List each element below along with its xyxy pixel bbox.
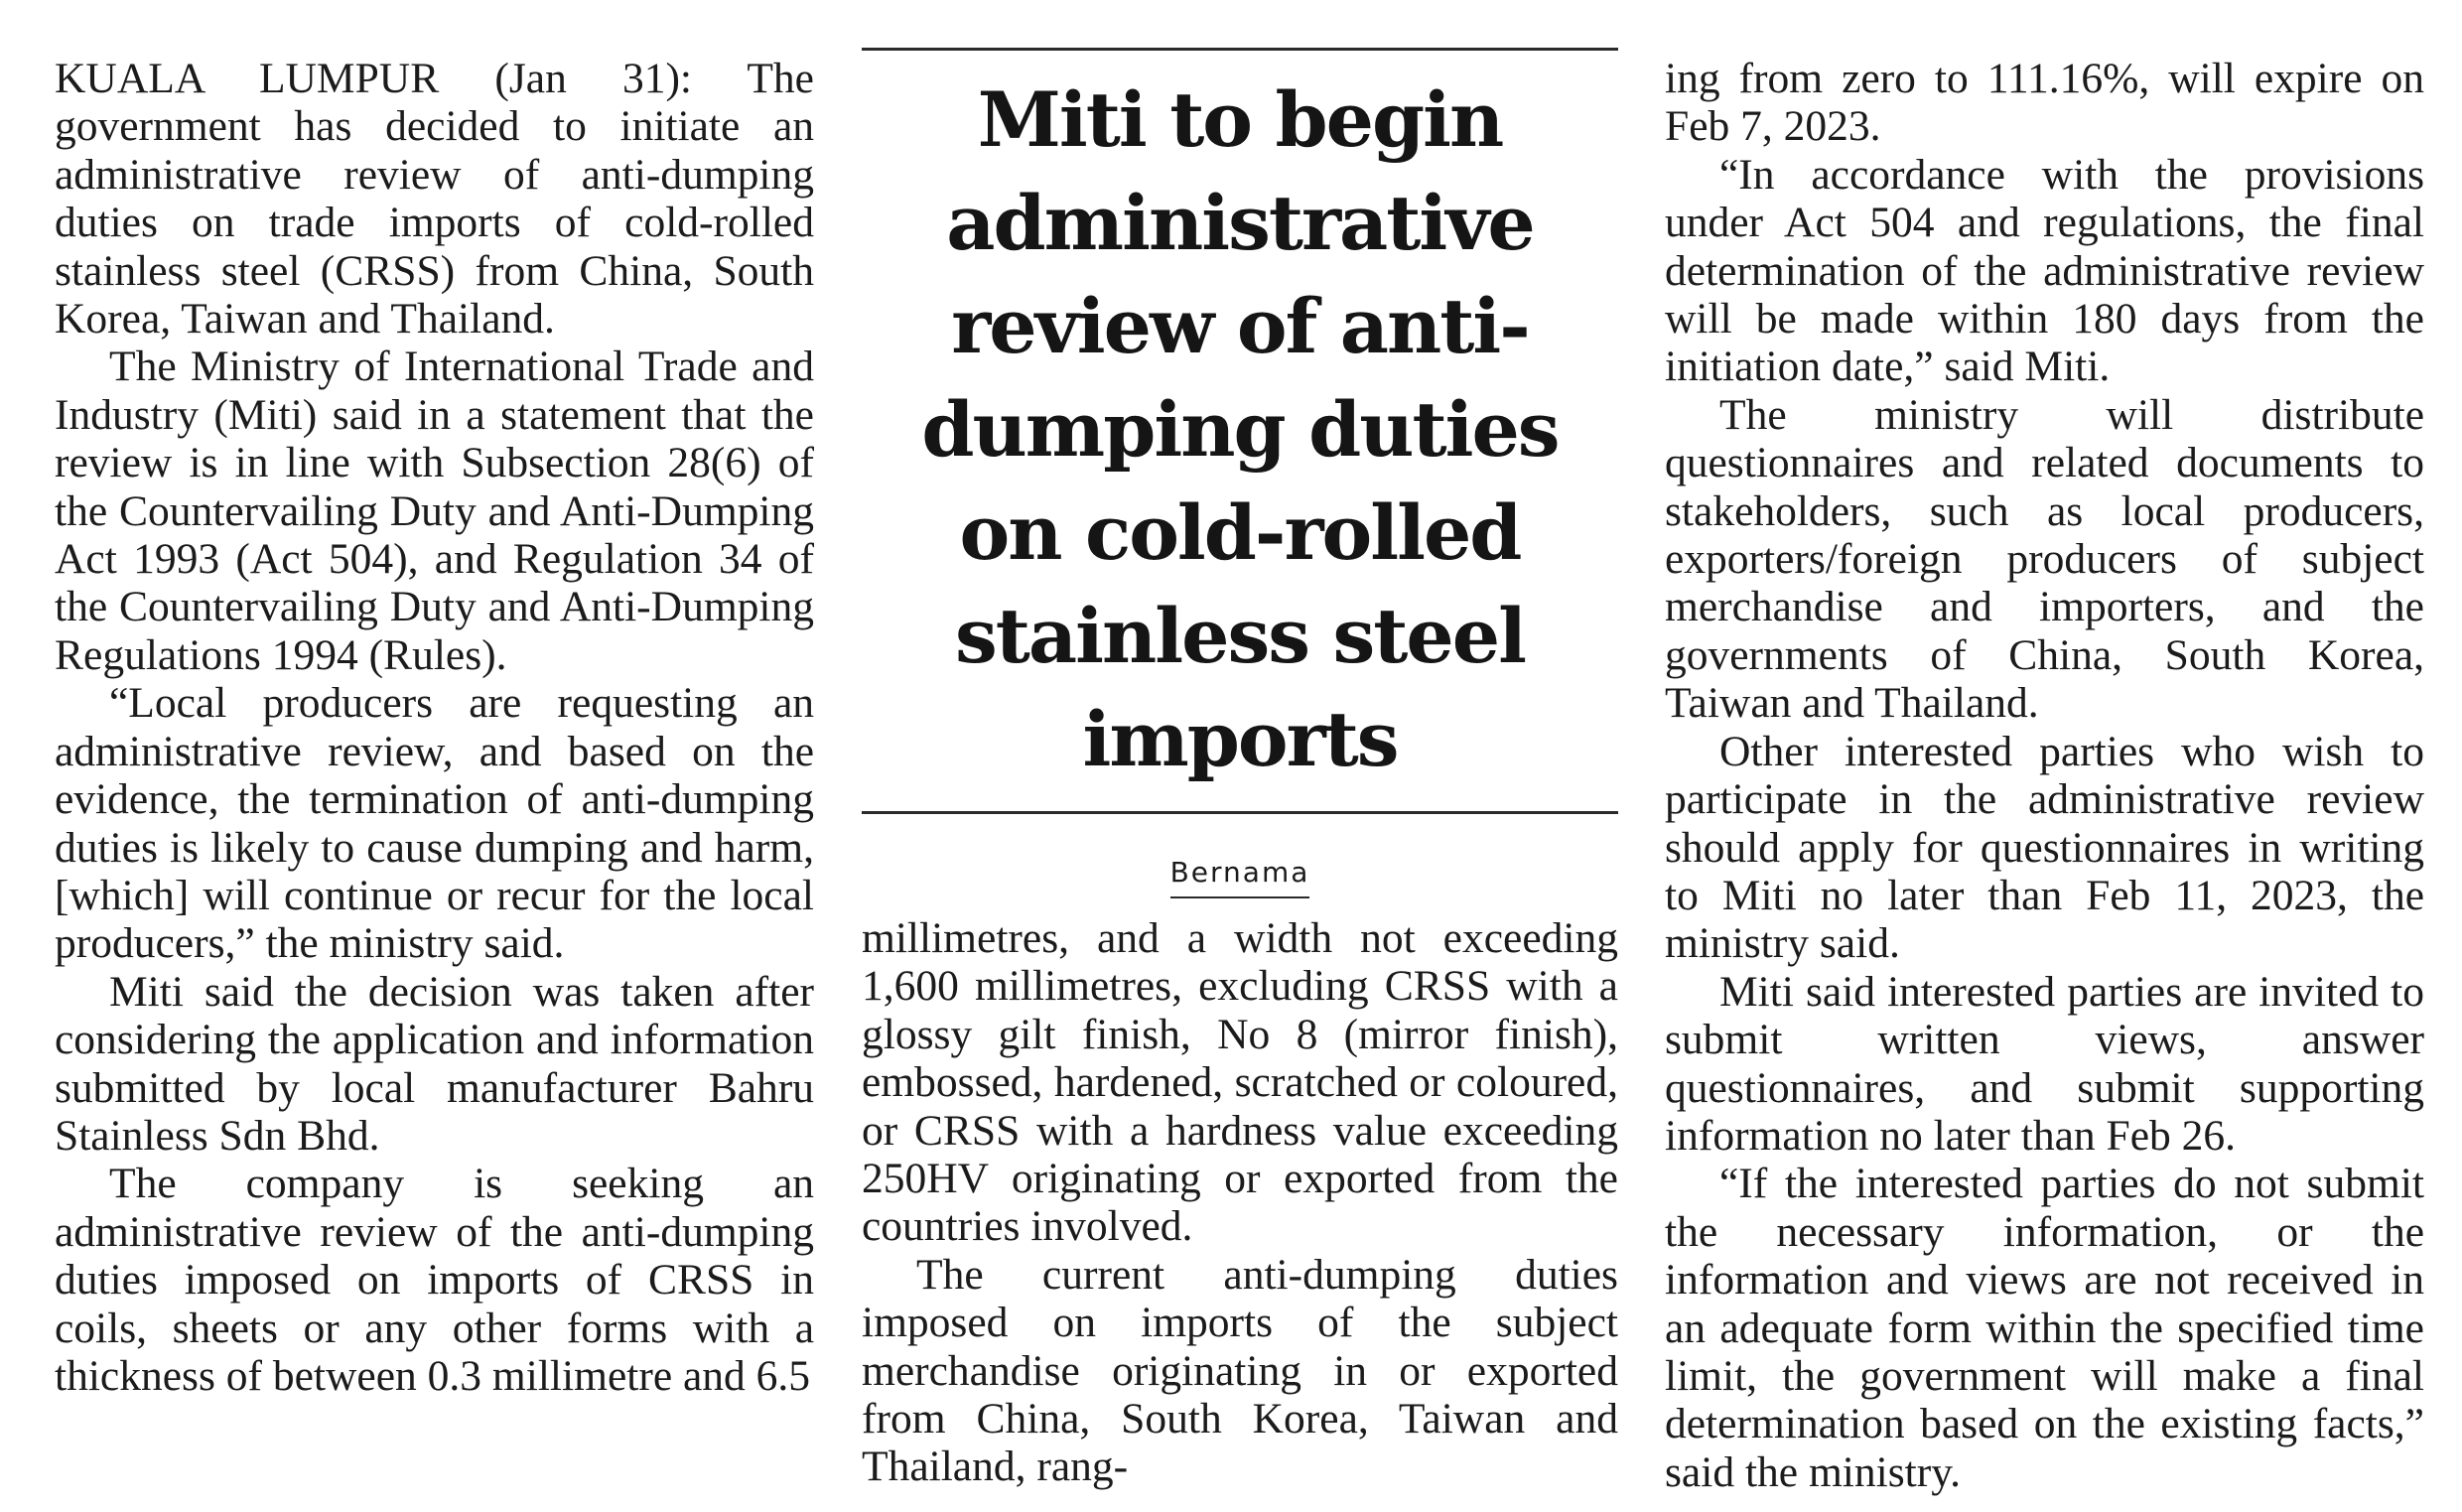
article-paragraph: The current anti-dumping duties imposed on imports of the subject merchandise originating in or exported from China, South Korea, Taiwan and Thailand, rang- — [862, 1250, 1618, 1491]
article-paragraph: Other interested parties who wish to participate in the administrative review should apply for questionnaires in writing to Miti no later than Feb 11, 2023, the ministry said. — [1665, 727, 2424, 968]
headline-bottom-rule — [862, 811, 1618, 814]
article-paragraph: millimetres, and a width not exceeding 1,600 millimetres, excluding CRSS with a glossy gilt finish, No 8 (mirror finish), embossed, hardened, scratched or coloured, or CRSS with a hardness value exceeding 250HV originating or exported from the countries involved. — [862, 914, 1618, 1251]
article-column-right — [1665, 55, 2424, 1496]
byline-container — [862, 856, 1618, 898]
article-paragraph: “If the interested parties do not submit the necessary information, or the information and views are not received in an adequate form within the specified time limit, the government will make a final determination based on the existing facts,” said the ministry. — [1665, 1160, 2424, 1496]
article-paragraph: Miti said the decision was taken after considering the application and information submitted by local manufacturer Bahru Stainless Sdn Bhd. — [55, 967, 814, 1160]
headline: Miti to begin administrative review of anti-dumping duties on cold-rolled stainless steel imports — [921, 75, 1559, 783]
article-paragraph: “In accordance with the provisions under Act 504 and regulations, the final determination of the administrative review will be made within 180 days from the initiation date,” said Miti. — [1665, 150, 2424, 391]
article-paragraph: The Ministry of International Trade and Industry (Miti) said in a statement that the review is in line with Subsection 28(6) of the Countervailing Duty and Anti-Dumping Act 1993 (Act 504), and Regulation 34 of the Countervailing Duty and Anti-Dumping Regulations 1994 (Rules). — [55, 343, 814, 679]
article-paragraph: “Local producers are requesting an administrative review, and based on the evidence, the termination of anti-dumping duties is likely to cause dumping and harm, [which] will continue or recur for the local producers,” the ministry said. — [55, 679, 814, 968]
article-column-left — [55, 55, 814, 1400]
middle-body — [862, 914, 1618, 1491]
byline: Bernama — [1170, 856, 1310, 898]
article-paragraph: Miti said interested parties are invited to submit written views, answer questionnaires, and submit supporting information no later than Feb 26. — [1665, 967, 2424, 1160]
article-paragraph: The ministry will distribute questionnaires and related documents to stakeholders, such as local producers, exporters/foreign producers of subject merchandise and importers, and the governments of China, South Korea, Taiwan and Thailand. — [1665, 390, 2424, 728]
article-paragraph: ing from zero to 111.16%, will expire on Feb 7, 2023. — [1665, 55, 2424, 151]
article-paragraph: The company is seeking an administrative review of the anti-dumping duties imposed on imports of CRSS in coils, sheets or any other forms with a thickness of between 0.3 millimetre and 6.5 — [55, 1160, 814, 1400]
headline-top-rule — [862, 48, 1618, 51]
article-column-middle — [862, 48, 1618, 1491]
article-paragraph: KUALA LUMPUR (Jan 31): The government has decided to initiate an administrative review of anti-dumping duties on trade imports of cold-rolled stainless steel (CRSS) from China, South Korea, Taiwan and Thailand. — [55, 55, 814, 344]
